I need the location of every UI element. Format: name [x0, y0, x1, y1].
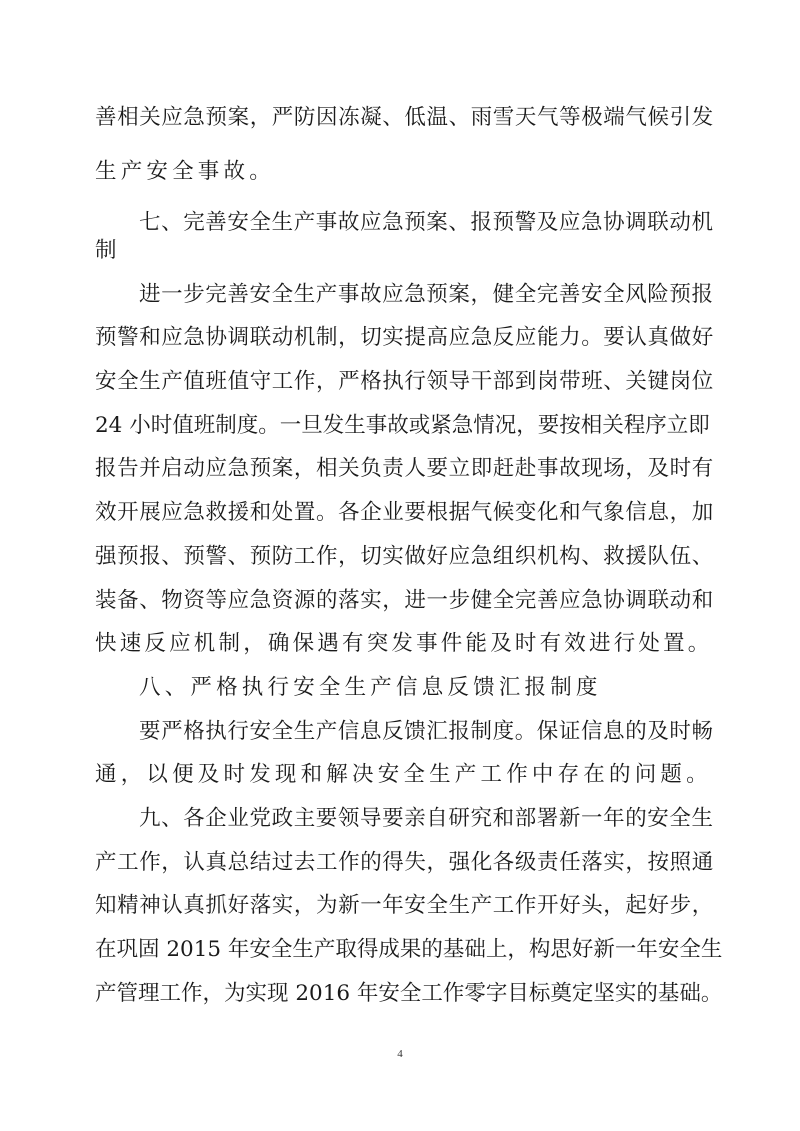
text-line: 装备、物资等应急资源的落实，进一步健全完善应急协调联动和: [95, 588, 714, 613]
section-heading-7: 七、完善安全生产事故应急预案、报预警及应急协调联动机: [139, 210, 714, 235]
text-line: 产管理工作，为实现 2016 年安全工作零字目标奠定坚实的基础。: [95, 981, 723, 1006]
text-line: 进一步完善安全生产事故应急预案，健全完善安全风险预报: [139, 282, 714, 307]
section-heading-8: 八、严格执行安全生产信息反馈汇报制度: [139, 675, 602, 700]
page-number: 4: [397, 1048, 403, 1060]
text-line: 效开展应急救援和处置。各企业要根据气候变化和气象信息，加: [95, 500, 714, 525]
section-heading-7-cont: 制: [95, 238, 121, 263]
text-line: 预警和应急协调联动机制，切实提高应急反应能力。要认真做好: [95, 325, 714, 350]
text-line: 报告并启动应急预案，相关负责人要立即赶赴事故现场，及时有: [95, 456, 714, 481]
text-line: 安全生产值班值守工作，严格执行领导干部到岗带班、关键岗位: [95, 369, 714, 394]
text-line: 生产安全事故。: [95, 159, 275, 184]
text-line: 24 小时值班制度。一旦发生事故或紧急情况，要按相关程序立即: [95, 413, 710, 438]
text-line: 在巩固 2015 年安全生产取得成果的基础上，构思好新一年安全生: [95, 937, 723, 962]
text-line: 产工作，认真总结过去工作的得失，强化各级责任落实，按照通: [95, 850, 714, 875]
text-line: 知精神认真抓好落实，为新一年安全生产工作开好头，起好步，: [95, 893, 714, 918]
text-line: 通，以便及时发现和解决安全生产工作中存在的问题。: [95, 762, 712, 787]
text-line: 要严格执行安全生产信息反馈汇报制度。保证信息的及时畅: [139, 719, 714, 744]
text-line: 强预报、预警、预防工作，切实做好应急组织机构、救援队伍、: [95, 544, 714, 569]
text-line: 善相关应急预案，严防因冻凝、低温、雨雪天气等极端气候引发: [95, 105, 714, 130]
section-heading-9: 九、各企业党政主要领导要亲自研究和部署新一年的安全生: [139, 806, 714, 831]
text-line: 快速反应机制，确保遇有突发事件能及时有效进行处置。: [95, 631, 713, 656]
